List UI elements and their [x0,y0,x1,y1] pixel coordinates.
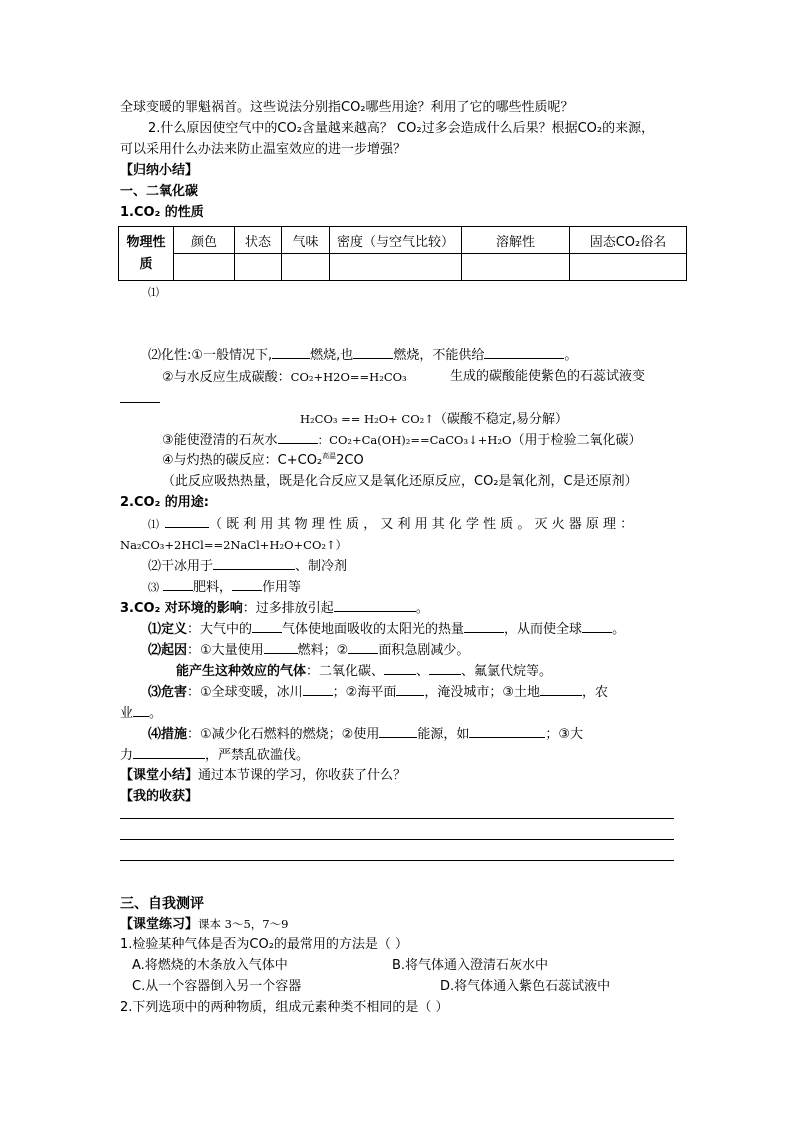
answer-blank[interactable] [484,346,564,359]
col-header-odor: 气味 [282,227,330,254]
environment-harm-cont [120,704,162,723]
answer-line[interactable] [120,839,674,840]
text: ：①减少化石燃料的燃烧；②使用 [187,727,380,742]
text: ②与水反应生成碳酸： [162,370,291,385]
environment-heading [120,599,429,618]
carbon-reaction-note: （此反应吸热热量，既是化合反应又是氧化还原反应，CO₂是氧化剂，C是还原剂） [162,474,638,489]
text: （用于检验二氧化碳） [511,433,642,448]
text: 。 [612,622,626,637]
text: 燃烧，不能供给 [393,348,485,363]
answer-cell-odor[interactable] [282,254,330,281]
label: 能产生这种效应的气体 [176,664,307,679]
answer-blank[interactable] [582,620,612,633]
row-label-physical-properties: 物理性质 [119,227,174,281]
text: 作用等 [262,580,302,595]
text: 燃烧,也 [310,348,354,363]
text: ：①大量使用 [187,643,264,658]
col-header-state: 状态 [235,227,282,254]
equation: 2CO [336,453,364,468]
answer-blank[interactable] [272,346,310,359]
my-gains-heading: 【我的收获】 [120,789,199,804]
text: ，农 [581,685,608,700]
intro-line-3: 可以采用什么办法来防止温室效应的进一步增强？ [120,142,407,157]
text: ：二氧化碳、 [306,664,385,679]
summary-heading: 【归纳小结】 [120,163,199,178]
answer-blank[interactable] [133,704,149,717]
label: ⑴定义 [148,622,188,637]
answer-blank[interactable] [396,683,424,696]
answer-blank[interactable] [303,683,333,696]
answer-blank[interactable] [384,662,416,675]
water-reaction-line [162,368,407,387]
text: 面积急剧减少。 [378,643,470,658]
answer-blank[interactable] [133,746,205,759]
uses-item-1 [148,515,633,534]
environment-measures-cont [120,746,309,765]
text: ；②海平面 [332,685,397,700]
environment-harm [148,683,608,702]
question-1-option-d[interactable]: D.将气体通入紫色石蕊试液中 [440,979,611,994]
carbon-reaction-line [162,452,364,471]
question-1-option-b[interactable]: B.将气体通入澄清石灰水中 [392,958,549,973]
chemical-property-line [148,346,577,365]
text: （碳酸不稳定,易分解） [433,412,569,427]
environment-cause [148,641,469,660]
practice-line [120,915,288,934]
text: ：过多排放引起 [242,601,334,616]
answer-blank[interactable] [353,346,393,359]
answer-blank[interactable] [379,725,417,738]
question-1-option-c[interactable]: C.从一个容器倒入另一个容器 [132,979,302,994]
properties-heading: 1.CO₂ 的性质 [120,205,204,220]
uses-item-3 [148,578,301,597]
answer-cell-color[interactable] [174,254,235,281]
label: 【课堂小结】 [120,768,199,783]
text: 。 [415,601,429,616]
question-2-stem: 2.下列选项中的两种物质，组成元素种类不相同的是（ ） [120,1000,449,1015]
answer-blank[interactable] [252,620,282,633]
section1-heading: 一、二氧化碳 [120,184,199,199]
text: 、 [416,664,430,679]
physical-properties-table [118,226,687,281]
intro-line-2: 2.什么原因使空气中的CO₂含量越来越高？ CO₂过多会造成什么后果？根据CO₂的来源， [148,121,655,136]
answer-line[interactable] [120,818,674,819]
text: （ 既 利 用 其 物 理 性 质 ， 又 利 用 其 化 学 性 质 。 灭 火 器 原 理 ： [209,517,634,532]
intro-line-1: 全球变暖的罪魁祸首。这些说法分别指CO₂哪些用途？利用了它的哪些性质呢？ [120,100,574,115]
answer-blank[interactable] [213,557,295,570]
text: 业 [120,706,134,721]
text: ⑶ [148,581,159,594]
answer-cell-solubility[interactable] [462,254,570,281]
answer-cell-density[interactable] [330,254,462,281]
limewater-line [162,431,641,450]
text: 。 [149,706,163,721]
col-header-color: 颜色 [174,227,235,254]
environment-definition [148,620,625,639]
text: ，严禁乱砍滥伐。 [205,748,310,763]
text: 通过本节课的学习，你收获了什么？ [198,768,407,783]
text: ：①全球变暖，冰川 [187,685,303,700]
class-summary-line [120,767,406,785]
text: ：大气中的 [187,622,253,637]
text: 3.CO₂ 对环境的影响 [120,601,243,616]
answer-blank[interactable] [264,641,298,654]
greenhouse-gases-line [176,662,552,681]
text: 气体使地面吸收的太阳光的热量 [282,622,465,637]
text: ，淹没城市；③土地 [424,685,540,700]
question-1-stem: 1.检验某种气体是否为CO₂的最常用的方法是（ ） [120,937,409,952]
text: ，从而使全球 [504,622,583,637]
col-header-density: 密度（与空气比较） [330,227,462,254]
label: ⑵起因 [148,643,188,658]
table-row [119,254,687,281]
fire-extinguisher-equation: Na₂CO₃+2HCl==2NaCl+H₂O+CO₂↑） [120,538,348,552]
text: ；③大 [545,727,583,742]
text: ⑴ [148,518,159,531]
section3-heading: 三、自我测评 [120,896,204,912]
text: 。 [564,348,578,363]
water-reaction-note: 生成的碳酸能使紫色的石蕊试液变 [450,369,646,384]
col-header-dry-ice-name: 固态CO₂俗名 [570,227,687,254]
decomposition-line [300,410,568,429]
text: ③能使澄清的石灰水 [162,433,278,448]
text: 能源，如 [417,727,470,742]
equation: H₂CO₃ == H₂O+ CO₂↑ [300,412,434,426]
uses-heading: 2.CO₂ 的用途: [120,495,209,510]
physical-item-marker: ⑴ [148,286,159,299]
text: 课本 3～5，7～9 [198,917,289,931]
text: 、制冷剂 [295,559,348,574]
label: ⑷措施 [148,727,188,742]
equation: ：CO₂+Ca(OH)₂==CaCO₃↓+H₂O [317,433,512,447]
uses-item-2 [148,557,347,576]
answer-blank[interactable] [163,578,193,591]
col-header-solubility: 溶解性 [462,227,570,254]
answer-blank[interactable] [540,683,582,696]
environment-measures [148,725,583,744]
text: 力 [120,748,134,763]
answer-cell-dry-ice-name[interactable] [570,254,687,281]
text: ④与灼热的碳反应：C+CO₂ [162,453,323,468]
text: 肥料， [193,580,233,595]
text: 、氟氯代烷等。 [461,664,553,679]
answer-blank[interactable] [469,725,545,738]
answer-line[interactable] [120,860,674,861]
answer-cell-state[interactable] [235,254,282,281]
answer-blank[interactable] [464,620,504,633]
text: ⑵化性:①一般情况下, [148,348,273,363]
text: 燃料；② [297,643,349,658]
answer-blank[interactable] [334,599,416,612]
reaction-condition: 高温 [322,452,337,460]
answer-blank[interactable] [429,662,461,675]
question-1-option-a[interactable]: A.将燃烧的木条放入气体中 [132,958,288,973]
answer-blank[interactable] [278,431,318,444]
equation: CO₂+H2O==H₂CO₃ [290,370,407,384]
answer-blank[interactable] [232,578,262,591]
text: ⑵干冰用于 [148,559,214,574]
answer-blank[interactable] [120,390,160,403]
answer-blank[interactable] [348,641,378,654]
label: 【课堂练习】 [120,917,199,932]
answer-blank[interactable] [165,515,209,528]
table-row [119,227,687,254]
label: ⑶危害 [148,685,188,700]
